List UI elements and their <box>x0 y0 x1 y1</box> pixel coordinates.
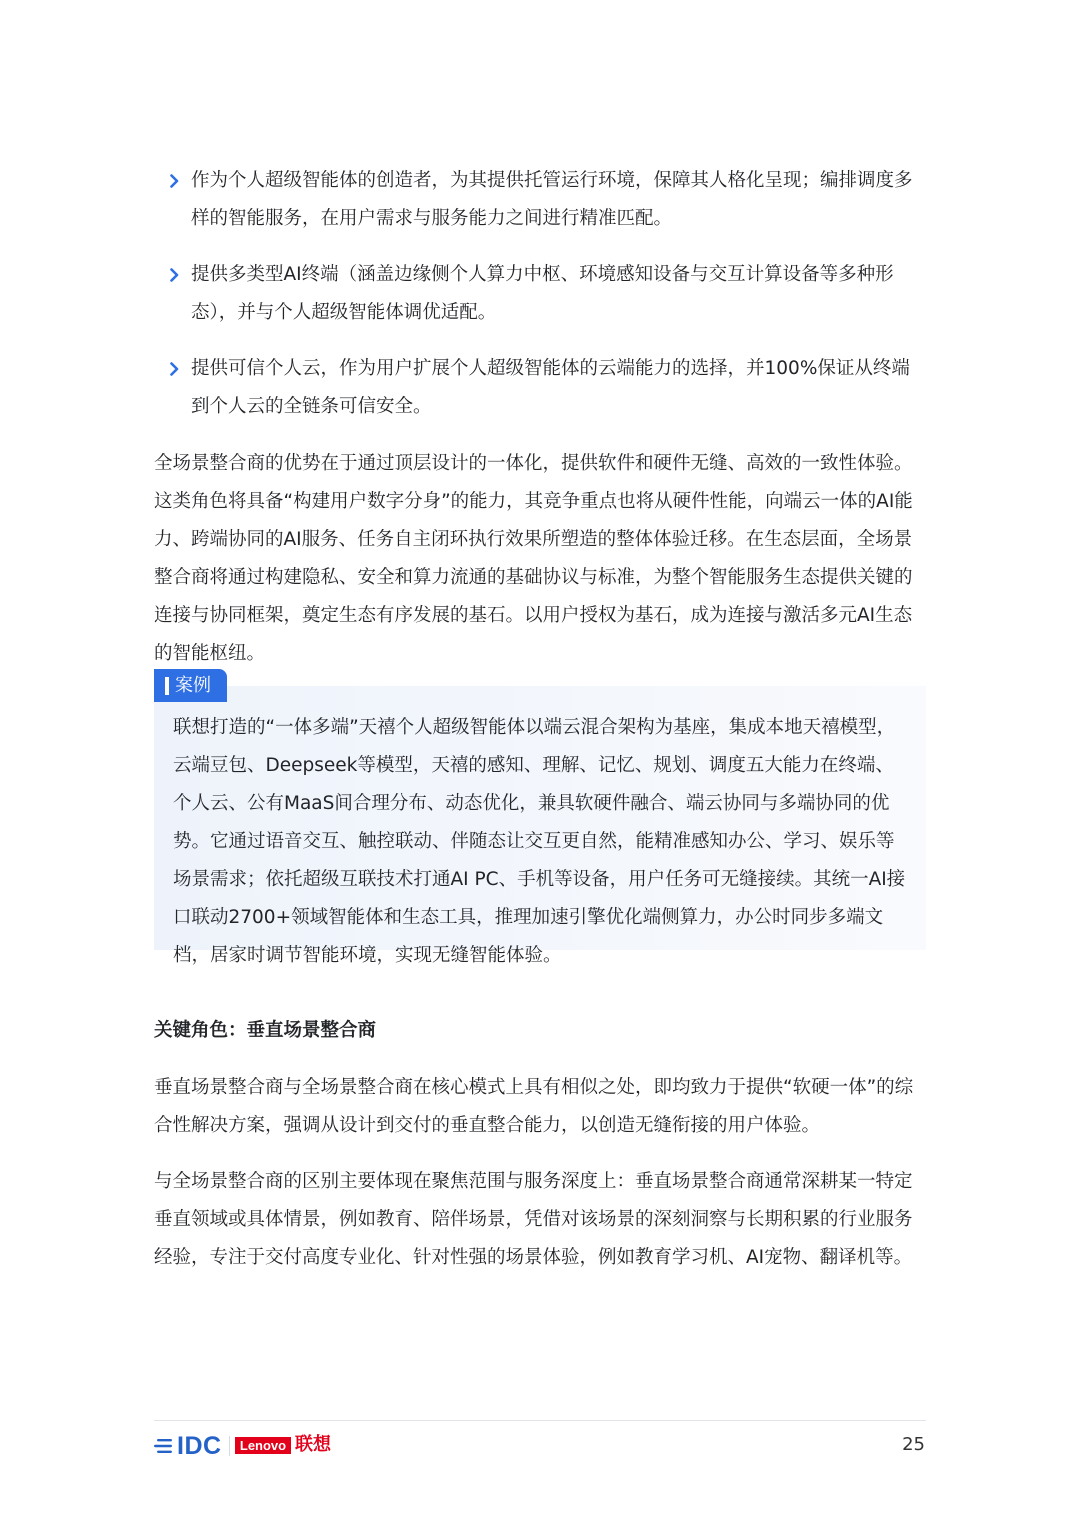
chevron-right-icon <box>170 362 179 376</box>
bullet-text: 提供多类型AI终端（涵盖边缘侧个人算力中枢、环境感知设备与交互计算设备等多种形态），并与个人超级智能体调优适配。 <box>191 264 894 323</box>
idc-logo-text: IDC <box>177 1431 222 1460</box>
section-heading: 关键角色：垂直场景整合商 <box>154 1020 377 1041</box>
page-number: 25 <box>902 1434 925 1455</box>
case-tag-label: 案例 <box>175 675 211 696</box>
logo-separator <box>229 1436 230 1456</box>
bullet-item <box>154 350 926 426</box>
case-box <box>154 686 926 966</box>
case-text: 联想打造的“一体多端”天禧个人超级智能体以端云混合架构为基座，集成本地天禧模型，云端豆包、Deepseek等模型，天禧的感知、理解、记忆、规划、调度五大能力在终端、个人云、公有MaaS间合理分布、动态优化，兼具软硬件融合、端云协同与多端协同的优势。它通过语音交互、触控联动、伴随态让交互更自然，能精准感知办公、学习、娱乐等场景需求；依托超级互联技术打通AI PC、手机等设备，用户任务可无缝接续。其统一AI接口联动2700+领域智能体和生态工具，推理加速引擎优化端侧算力，办公时同步多端文档，居家时调节智能环境，实现无缝智能体验。 <box>173 717 906 966</box>
lenovo-logo: Lenovo <box>235 1437 291 1454</box>
bullet-text: 提供可信个人云，作为用户扩展个人超级智能体的云端能力的选择，并100%保证从终端到个人云的全链条可信安全。 <box>191 358 910 417</box>
chevron-right-icon <box>170 174 179 188</box>
idc-logo <box>154 1432 222 1460</box>
idc-lines-icon <box>154 1437 174 1455</box>
body-paragraph: 垂直场景整合商与全场景整合商在核心模式上具有相似之处，即均致力于提供“软硬一体”的综合性解决方案，强调从设计到交付的垂直整合能力，以创造无缝衔接的用户体验。 <box>154 1077 914 1136</box>
bullet-item <box>154 162 926 238</box>
bullet-text: 作为个人超级智能体的创造者，为其提供托管运行环境，保障其人格化呈现；编排调度多样的智能服务，在用户需求与服务能力之间进行精准匹配。 <box>191 170 913 229</box>
chevron-right-icon <box>170 268 179 282</box>
lenovo-cn-logo: 联想 <box>295 1434 331 1455</box>
bullet-list <box>154 162 926 444</box>
body-paragraph: 与全场景整合商的区别主要体现在聚焦范围与服务深度上：垂直场景整合商通常深耕某一特定垂直领域或具体情景，例如教育、陪伴场景，凭借对该场景的深刻洞察与长期积累的行业服务经验，专注于交付高度专业化、针对性强的场景体验，例如教育学习机、AI宠物、翻译机等。 <box>154 1171 913 1268</box>
body-paragraph: 全场景整合商的优势在于通过顶层设计的一体化，提供软件和硬件无缝、高效的一致性体验。这类角色将具备“构建用户数字分身”的能力，其竞争重点也将从硬件性能，向端云一体的AI能力、跨端协同的AI服务、任务自主闭环执行效果所塑造的整体体验迁移。在生态层面，全场景整合商将通过构建隐私、安全和算力流通的基础协议与标准，为整个智能服务生态提供关键的连接与协同框架，奠定生态有序发展的基石。以用户授权为基石，成为连接与激活多元AI生态的智能枢纽。 <box>154 453 913 664</box>
footer-divider <box>154 1420 926 1421</box>
case-tag <box>154 669 227 702</box>
tag-bar <box>165 677 169 695</box>
bullet-item <box>154 256 926 332</box>
